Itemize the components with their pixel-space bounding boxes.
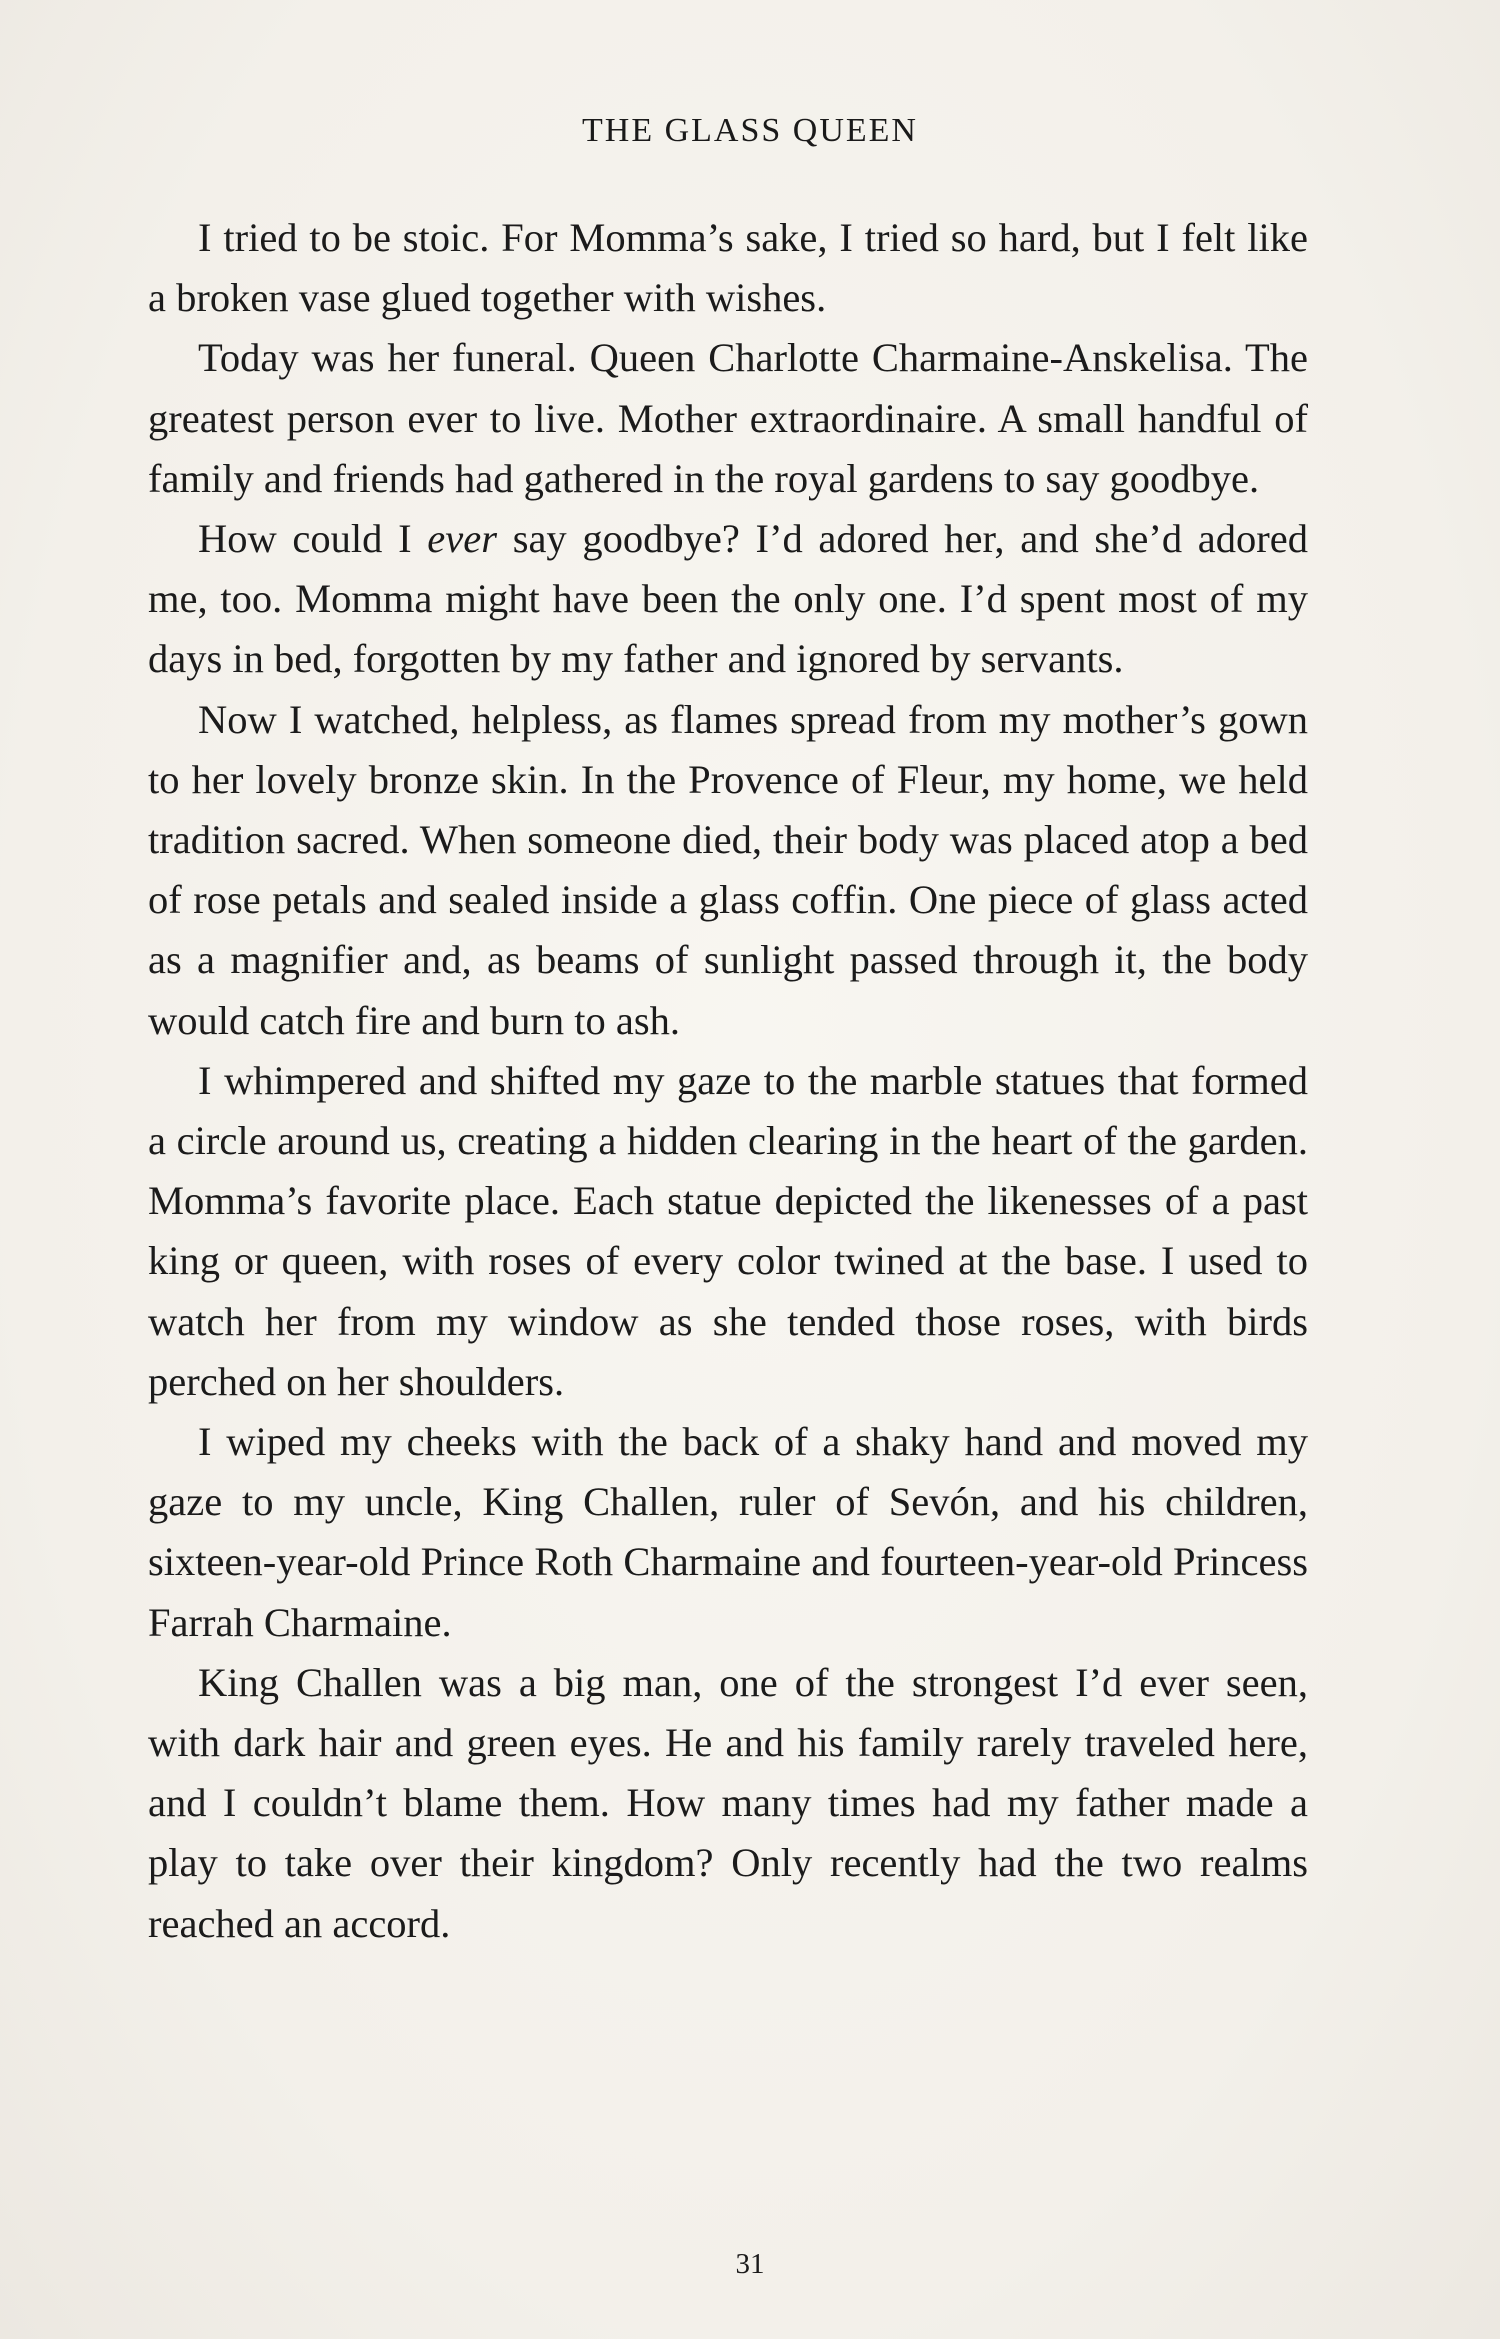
paragraph-3 — [148, 509, 1308, 690]
body-text — [148, 208, 1308, 1954]
paragraph-7: King Challen was a big man, one of the strongest I’d ever seen, with dark hair and green eyes. He and his family rarely traveled here, and I couldn’t blame them. How many times had my father made a play to take over their kingdom? Only recently had the two realms reached an accord. — [148, 1659, 1308, 1946]
paragraph-4: Now I watched, helpless, as flames spread from my mother’s gown to her lovely bronze skin. In the Provence of Fleur, my home, we held tradition sacred. When someone died, their body was placed atop a bed of rose petals and sealed inside a glass coffin. One piece of glass acted as a magnifier and, as beams of sunlight passed through it, the body would catch fire and burn to ash. — [148, 696, 1308, 1043]
paragraph-3-start: How could I — [198, 516, 428, 562]
paragraph-6: I wiped my cheeks with the back of a shaky hand and moved my gaze to my uncle, King Challen, ruler of Sevón, and his children, sixteen-year-old Prince Roth Charmaine and fourteen-year-old Princess Farrah Charmaine. — [148, 1419, 1308, 1645]
paragraph-3-emphasis: ever — [427, 516, 497, 562]
paragraph-1: I tried to be stoic. For Momma’s sake, I tried so hard, but I felt like a broken vase glued together with wishes. — [148, 215, 1308, 321]
running-head: THE GLASS QUEEN — [582, 112, 918, 149]
paragraph-5: I whimpered and shifted my gaze to the marble statues that formed a circle around us, creating a hidden clearing in the heart of the garden. Momma’s favorite place. Each statue depicted the likenesses of a past king or queen, with roses of every color twined at the base. I used to watch her from my window as she tended those roses, with birds perched on her shoulders. — [148, 1057, 1308, 1404]
paragraph-3-end: say goodbye? I’d adored her, and she’d adored me, too. Momma might have been the only one. I’d spent most of my days in bed, forgotten by my father and ignored by servants. — [148, 516, 1308, 682]
page-number: 31 — [735, 2248, 765, 2280]
paragraph-2: Today was her funeral. Queen Charlotte Charmaine-Anskelisa. The greatest person ever to live. Mother extraordinaire. A small handful of family and friends had gathered in the royal gardens to say goodbye. — [148, 335, 1308, 501]
